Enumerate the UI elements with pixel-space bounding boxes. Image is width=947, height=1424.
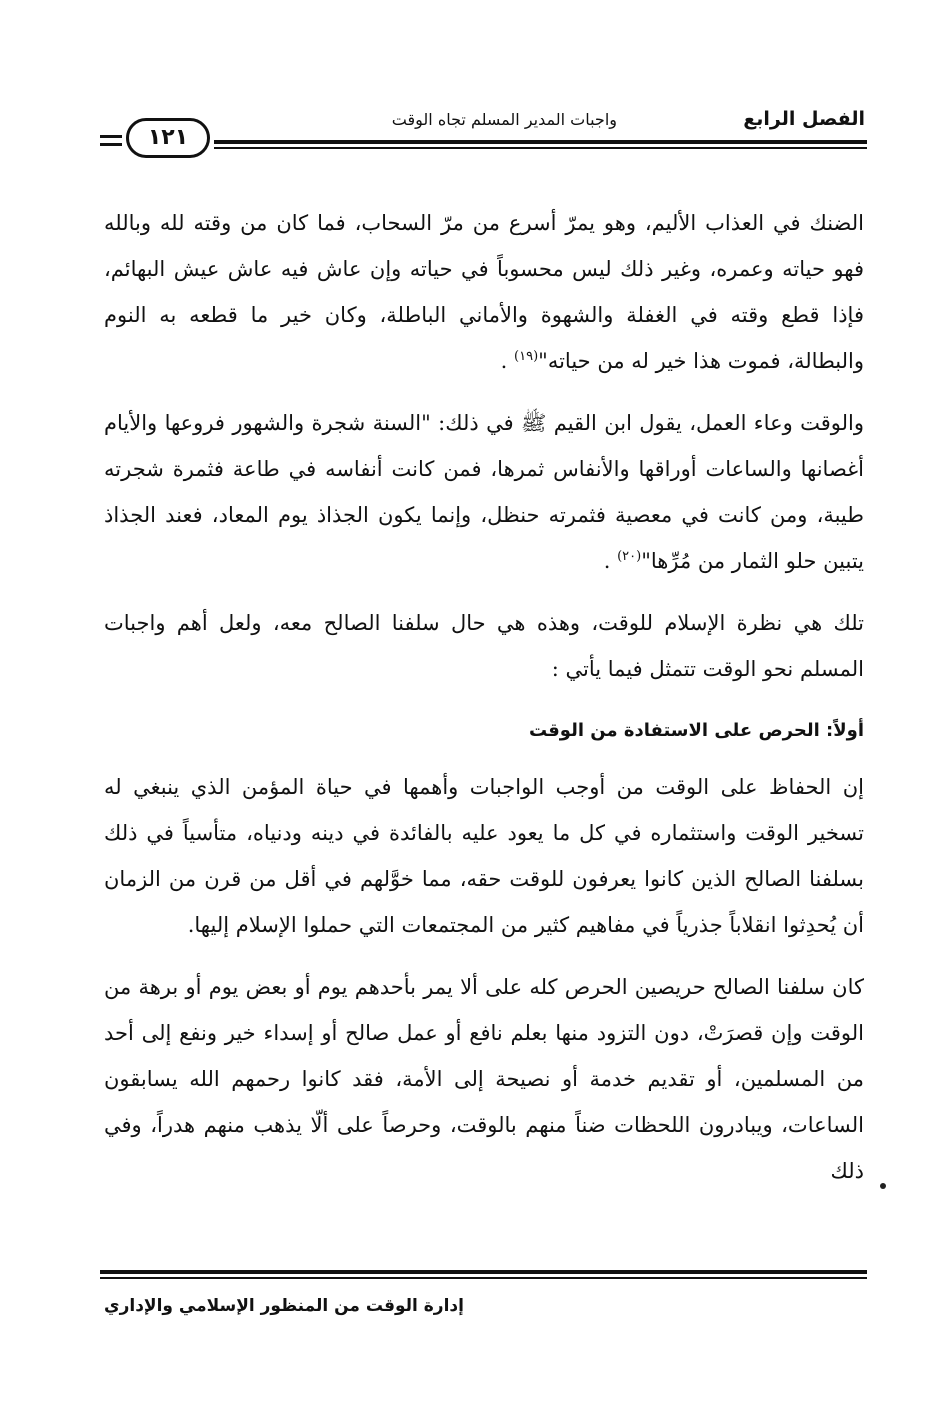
page-number: ١٢١ (126, 118, 210, 158)
page-number-line-top (100, 135, 122, 138)
main-text (104, 200, 864, 1210)
footnote-reference: (١٩) (514, 349, 539, 364)
paragraph-end: . (603, 549, 611, 573)
paragraph-1 (104, 200, 864, 384)
paragraph-text: إن الحفاظ على الوقت من أوجب الواجبات وأهمها في حياة المؤمن الذي ينبغي له تسخير الوقت واستثماره في كل ما يعود عليه بالفائدة في دينه ودنياه، متأسياً في ذلك بسلفنا الصالح الذين كانوا يعرفون للوقت حقه، مما خوَّلهم في أقل من قرن من الزمان أن يُحدِثوا انقلاباً جذرياً في مفاهيم كثير من المجتمعات التي حملوا الإسلام إليها. (104, 775, 864, 937)
paragraph-text: تلك هي نظرة الإسلام للوقت، وهذه هي حال سلفنا الصالح معه، ولعل أهم واجبات المسلم نحو الوقت تتمثل فيما يأتي : (104, 611, 864, 681)
footnote-reference: (٢٠) (617, 549, 642, 564)
paragraph-3 (104, 600, 864, 692)
subheading: أولاً: الحرص على الاستفادة من الوقت (528, 720, 864, 741)
running-header (100, 100, 867, 160)
paragraph-end: . (500, 349, 508, 373)
header-rule-thick (214, 140, 867, 144)
paragraph-text: كان سلفنا الصالح حريصين الحرص كله على ألا يمر بأحدهم يوم أو بعض يوم أو برهة من الوقت وإن قصرَتْ، دون التزود منها بعلم نافع أو عمل صالح أو إسداء خير ونفع إلى أحد من المسلمين، أو تقديم خدمة أو نصيحة إلى الأمة، فقد كانوا رحمهم الله يسابقون الساعات، ويبادرون اللحظات ضناً منهم بالوقت، وحرصاً على ألّا يذهب منهم هدراً، وفي ذلك (104, 975, 864, 1183)
paragraph-2 (104, 400, 864, 584)
paragraph-4 (104, 764, 864, 948)
paragraph-5 (104, 964, 864, 1194)
paragraph-text: والوقت وعاء العمل، يقول ابن القيم ﷺ في ذلك: "السنة شجرة والشهور فروعها والأيام أغصانها والساعات أوراقها والأنفاس ثمرها، فمن كانت أنفاسه في طاعة فثمرة شجرته طيبة، ومن كانت في معصية فثمرته حنظل، وإنما يكون الجذاذ يوم المعاد، فعند الجذاذ يتبين حلو الثمار من مُرِّها" (104, 411, 864, 573)
chapter-title: الفصل الرابع (743, 108, 865, 130)
footer-rule-thin (100, 1277, 867, 1279)
page-number-line-bottom (100, 143, 122, 146)
paragraph-text: الضنك في العذاب الأليم، وهو يمرّ أسرع من مرّ السحاب، فما كان من وقته لله وبالله فهو حياته وعمره، وغير ذلك ليس محسوباً في حياته وإن عاش فيه عاش عيش البهائم، فإذا قطع وقته في الغفلة والشهوة والأماني الباطلة، وكان خير ما قطعه به النوم والبطالة، فموت هذا خير له من حياته" (104, 211, 864, 373)
footer-book-title: إدارة الوقت من المنظور الإسلامي والإداري (104, 1296, 464, 1316)
section-title: واجبات المدير المسلم تجاه الوقت (391, 110, 617, 129)
header-rule-thin (214, 147, 867, 149)
footer-rule-thick (100, 1270, 867, 1274)
margin-dot (880, 1183, 886, 1189)
